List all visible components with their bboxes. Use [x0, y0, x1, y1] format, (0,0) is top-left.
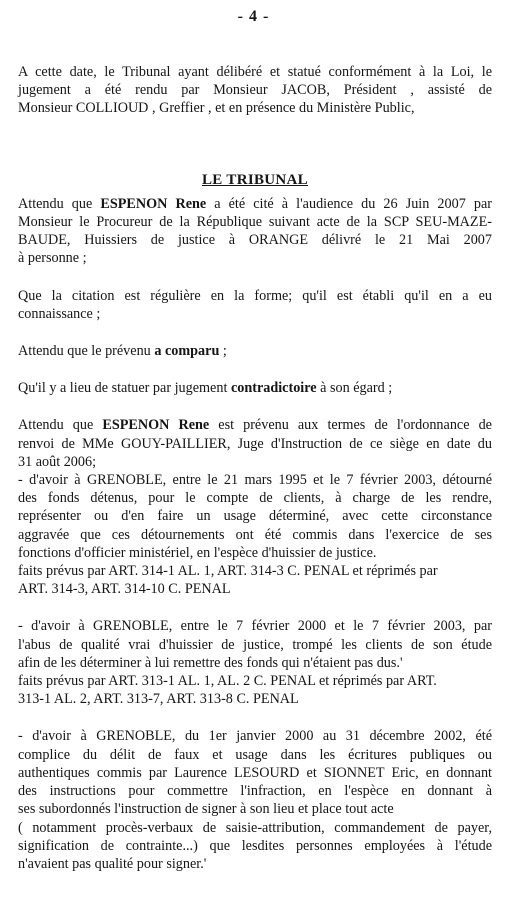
regularity-line: connaissance ;	[18, 305, 101, 322]
citation-line: Attendu que ESPENON Rene a été cité à l'audience du 26 Juin 2007 par	[18, 195, 492, 212]
charge-line: - d'avoir à GRENOBLE, du 1er janvier 2000 au 31 décembre 2002, été	[18, 728, 492, 745]
prosecution-line: Attendu que ESPENON Rene est prévenu aux termes de l'ordonnance de	[18, 417, 492, 434]
charge-refs-line: faits prévus par ART. 314-1 AL. 1, ART. 314-3 C. PENAL et réprimés par	[18, 563, 438, 580]
citation-line: à personne ;	[18, 250, 87, 267]
charge-line: des instructions pour commettre l'infraction, en l'espèce en donnant à	[18, 783, 492, 800]
section-heading: LE TRIBUNAL	[202, 171, 308, 188]
charge-line: - d'avoir à GRENOBLE, entre le 7 février 2000 et le 7 février 2003, par	[18, 618, 492, 635]
charge-line: complice du délit de faux et usage dans les écritures publiques ou	[18, 746, 492, 763]
intro-paragraph	[18, 63, 492, 118]
prosecution-line: renvoi de MMe GOUY-PAILLIER, Juge d'Instruction de ce siège en date du	[18, 435, 492, 452]
charge-3	[18, 727, 492, 873]
charge-refs-line: faits prévus par ART. 313-1 AL. 1, AL. 2 C. PENAL et réprimés par ART.	[18, 673, 437, 690]
regularity-paragraph	[18, 287, 492, 323]
judgment-body	[18, 63, 492, 873]
citation-paragraph	[18, 195, 492, 268]
citation-line: BAUDE, Huissiers de justice à ORANGE délivré le 21 Mai 2007	[18, 232, 492, 249]
intro-line: Monsieur COLLIOUD , Greffier , et en présence du Ministère Public,	[18, 100, 415, 117]
charge-line: - d'avoir à GRENOBLE, entre le 21 mars 1995 et le 7 février 2003, détourné	[18, 472, 492, 489]
prosecution-line: 31 août 2006;	[18, 453, 97, 470]
charge-line: n'avaient pas qualité pour signer.'	[18, 855, 207, 872]
appearance-paragraph: Attendu que le prévenu a comparu ;	[18, 343, 227, 360]
citation-line: Monsieur le Procureur de la République suivant acte de la SCP SEU-MAZE-	[18, 214, 492, 231]
intro-line: jugement a été rendu par Monsieur JACOB, Président , assisté de	[18, 82, 492, 99]
charge-line: authentiques commis par Laurence LESOURD et SIONNET Eric, en donnant	[18, 764, 492, 781]
page-number: - 4 -	[237, 8, 270, 25]
charge-line: des fonds détenus, pour le compte de clients, à charge de les rendre,	[18, 490, 492, 507]
charge-line: l'abus de qualité vrai d'huissier de justice, trompé les clients de son étude	[18, 636, 492, 653]
charge-2	[18, 617, 492, 708]
regularity-line: Que la citation est régulière en la forme; qu'il est établi qu'il en a eu	[18, 287, 492, 304]
defendant-name: ESPENON Rene	[102, 417, 210, 434]
charge-refs-line: 313-1 AL. 2, ART. 313-7, ART. 313-8 C. PENAL	[18, 691, 299, 708]
charge-1	[18, 471, 492, 598]
charge-line: fonctions d'officier ministériel, en l'espèce d'huissier de justice.	[18, 544, 377, 561]
charge-refs-line: ART. 314-3, ART. 314-10 C. PENAL	[18, 581, 231, 598]
prosecution-paragraph	[18, 416, 492, 471]
charge-line: aggravée que ces détournements ont été commis dans l'exercice de ses	[18, 526, 492, 543]
charge-line: afin de les déterminer à lui remettre des fonds qui n'étaient pas dus.'	[18, 654, 403, 671]
charge-line: signification de contrainte...) que lesdites personnes employées à l'étude	[18, 837, 492, 854]
charge-line: représenter ou d'en faire un usage déterminé, avec cette circonstance	[18, 508, 492, 525]
charge-line: ses subordonnés l'instruction de signer à son lieu et place tout acte	[18, 801, 394, 818]
contradictory-paragraph: Qu'il y a lieu de statuer par jugement contradictoire à son égard ;	[18, 380, 393, 397]
intro-line: A cette date, le Tribunal ayant délibéré et statué conformément à la Loi, le	[18, 64, 492, 80]
defendant-name: ESPENON Rene	[100, 195, 207, 212]
charge-line: ( notamment procès-verbaux de saisie-attribution, commandement de payer,	[18, 819, 492, 836]
